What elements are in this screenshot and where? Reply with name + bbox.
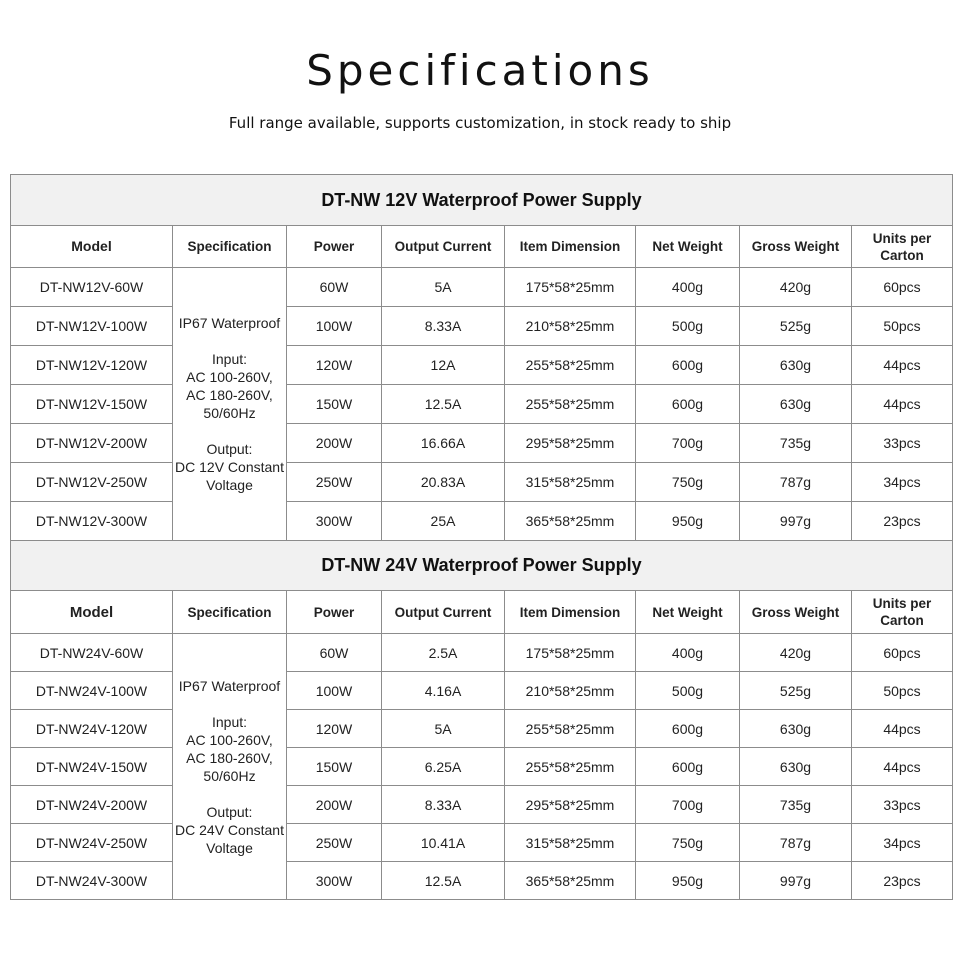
spec-line: Input:	[211, 351, 248, 367]
spec-line: IP67 Waterproof	[178, 315, 281, 331]
output-current-cell: 5A	[382, 710, 505, 748]
units-per-carton-cell: 50pcs	[852, 307, 953, 346]
item-dimension-cell: 210*58*25mm	[505, 672, 636, 710]
table-row	[11, 710, 953, 748]
item-dimension-cell: 255*58*25mm	[505, 748, 636, 786]
output-current-cell: 5A	[382, 268, 505, 307]
units-per-carton-cell: 44pcs	[852, 710, 953, 748]
table-row	[11, 748, 953, 786]
header-output-current: Output Current	[382, 591, 505, 634]
gross-weight-cell: 630g	[740, 748, 852, 786]
units-per-carton-cell: 60pcs	[852, 634, 953, 672]
header-units-per-carton	[852, 591, 953, 634]
net-weight-cell: 950g	[636, 862, 740, 900]
model-cell: DT-NW12V-150W	[11, 385, 173, 424]
output-current-cell: 25A	[382, 502, 505, 541]
units-per-carton-cell: 44pcs	[852, 748, 953, 786]
spec-spacer	[173, 695, 286, 713]
output-current-cell: 8.33A	[382, 307, 505, 346]
net-weight-cell: 700g	[636, 424, 740, 463]
table-row	[11, 424, 953, 463]
model-cell: DT-NW12V-120W	[11, 346, 173, 385]
item-dimension-cell: 295*58*25mm	[505, 424, 636, 463]
header-gross-weight: Gross Weight	[740, 226, 852, 268]
header-power: Power	[287, 226, 382, 268]
item-dimension-cell: 210*58*25mm	[505, 307, 636, 346]
units-per-carton-cell: 44pcs	[852, 346, 953, 385]
spec-spacer	[173, 422, 286, 440]
model-cell: DT-NW12V-200W	[11, 424, 173, 463]
power-cell: 250W	[287, 824, 382, 862]
model-cell: DT-NW24V-200W	[11, 786, 173, 824]
spec-line: Output:	[206, 441, 253, 457]
specification-cell	[173, 268, 287, 541]
output-current-cell: 16.66A	[382, 424, 505, 463]
units-per-carton-cell: 34pcs	[852, 463, 953, 502]
gross-weight-cell: 630g	[740, 710, 852, 748]
output-current-cell: 4.16A	[382, 672, 505, 710]
gross-weight-cell: 630g	[740, 385, 852, 424]
header-units-line: Carton	[880, 247, 924, 263]
output-current-cell: 6.25A	[382, 748, 505, 786]
units-per-carton-cell: 50pcs	[852, 672, 953, 710]
output-current-cell: 10.41A	[382, 824, 505, 862]
header-gross-weight: Gross Weight	[740, 591, 852, 634]
item-dimension-cell: 255*58*25mm	[505, 385, 636, 424]
model-cell: DT-NW12V-60W	[11, 268, 173, 307]
power-cell: 120W	[287, 346, 382, 385]
header-item-dimension: Item Dimension	[505, 591, 636, 634]
table-row	[11, 385, 953, 424]
net-weight-cell: 600g	[636, 748, 740, 786]
item-dimension-cell: 255*58*25mm	[505, 346, 636, 385]
power-cell: 300W	[287, 502, 382, 541]
table-row	[11, 346, 953, 385]
power-cell: 300W	[287, 862, 382, 900]
units-per-carton-cell: 60pcs	[852, 268, 953, 307]
model-cell: DT-NW12V-300W	[11, 502, 173, 541]
spec-spacer	[173, 785, 286, 803]
gross-weight-cell: 735g	[740, 786, 852, 824]
units-per-carton-cell: 34pcs	[852, 824, 953, 862]
power-cell: 150W	[287, 748, 382, 786]
gross-weight-cell: 997g	[740, 862, 852, 900]
net-weight-cell: 950g	[636, 502, 740, 541]
table-row	[11, 268, 953, 307]
model-cell: DT-NW24V-120W	[11, 710, 173, 748]
spec-line: AC 100-260V,	[186, 369, 273, 385]
item-dimension-cell: 175*58*25mm	[505, 268, 636, 307]
model-cell: DT-NW24V-60W	[11, 634, 173, 672]
header-units-line: Units per	[872, 596, 932, 611]
gross-weight-cell: 787g	[740, 463, 852, 502]
table-row	[11, 824, 953, 862]
spec-line: Output:	[206, 803, 253, 820]
model-cell: DT-NW24V-250W	[11, 824, 173, 862]
gross-weight-cell: 525g	[740, 672, 852, 710]
header-model: Model	[11, 226, 173, 268]
power-cell: 200W	[287, 424, 382, 463]
net-weight-cell: 750g	[636, 463, 740, 502]
header-specification: Specification	[173, 591, 287, 634]
spec-line: Voltage	[206, 839, 253, 856]
item-dimension-cell: 315*58*25mm	[505, 463, 636, 502]
item-dimension-cell: 365*58*25mm	[505, 862, 636, 900]
column-header-row	[11, 591, 953, 634]
gross-weight-cell: 997g	[740, 502, 852, 541]
net-weight-cell: 750g	[636, 824, 740, 862]
spec-line: 50/60Hz	[203, 767, 256, 784]
units-per-carton-cell: 23pcs	[852, 502, 953, 541]
power-cell: 200W	[287, 786, 382, 824]
section-title-row	[11, 541, 953, 591]
spec-line: AC 180-260V,	[186, 387, 273, 403]
header-specification: Specification	[173, 226, 287, 268]
units-per-carton-cell: 33pcs	[852, 786, 953, 824]
net-weight-cell: 600g	[636, 385, 740, 424]
net-weight-cell: 500g	[636, 672, 740, 710]
spec-line: DC 24V Constant	[175, 821, 284, 838]
header-power: Power	[287, 591, 382, 634]
item-dimension-cell: 315*58*25mm	[505, 824, 636, 862]
gross-weight-cell: 735g	[740, 424, 852, 463]
power-cell: 60W	[287, 634, 382, 672]
net-weight-cell: 400g	[636, 634, 740, 672]
item-dimension-cell: 365*58*25mm	[505, 502, 636, 541]
output-current-cell: 20.83A	[382, 463, 505, 502]
net-weight-cell: 600g	[636, 346, 740, 385]
output-current-cell: 12.5A	[382, 862, 505, 900]
header-units-line: Units per	[872, 230, 932, 246]
spec-line: Input:	[211, 713, 248, 730]
header-net-weight: Net Weight	[636, 591, 740, 634]
item-dimension-cell: 255*58*25mm	[505, 710, 636, 748]
spec-spacer	[173, 332, 286, 350]
table-row	[11, 307, 953, 346]
power-cell: 250W	[287, 463, 382, 502]
item-dimension-cell: 295*58*25mm	[505, 786, 636, 824]
header-item-dimension: Item Dimension	[505, 226, 636, 268]
gross-weight-cell: 787g	[740, 824, 852, 862]
net-weight-cell: 500g	[636, 307, 740, 346]
table-row	[11, 634, 953, 672]
units-per-carton-cell: 23pcs	[852, 862, 953, 900]
header-net-weight: Net Weight	[636, 226, 740, 268]
power-cell: 150W	[287, 385, 382, 424]
net-weight-cell: 600g	[636, 710, 740, 748]
header-units-line: Carton	[880, 613, 924, 628]
power-cell: 120W	[287, 710, 382, 748]
output-current-cell: 8.33A	[382, 786, 505, 824]
output-current-cell: 2.5A	[382, 634, 505, 672]
spec-line: 50/60Hz	[203, 405, 256, 421]
table-row	[11, 463, 953, 502]
units-per-carton-cell: 44pcs	[852, 385, 953, 424]
spec-line: DC 12V Constant	[175, 459, 284, 475]
item-dimension-cell: 175*58*25mm	[505, 634, 636, 672]
net-weight-cell: 400g	[636, 268, 740, 307]
section-title-row	[11, 175, 953, 226]
net-weight-cell: 700g	[636, 786, 740, 824]
table-row	[11, 502, 953, 541]
model-cell: DT-NW12V-250W	[11, 463, 173, 502]
spec-line: AC 180-260V,	[186, 749, 273, 766]
table-row	[11, 672, 953, 710]
model-cell: DT-NW24V-100W	[11, 672, 173, 710]
gross-weight-cell: 630g	[740, 346, 852, 385]
column-header-row	[11, 226, 953, 268]
gross-weight-cell: 525g	[740, 307, 852, 346]
specification-cell	[173, 634, 287, 900]
table-row	[11, 862, 953, 900]
gross-weight-cell: 420g	[740, 268, 852, 307]
page-title: Specifications	[306, 46, 654, 95]
units-per-carton-cell: 33pcs	[852, 424, 953, 463]
power-cell: 100W	[287, 672, 382, 710]
power-cell: 100W	[287, 307, 382, 346]
spec-line: AC 100-260V,	[186, 731, 273, 748]
output-current-cell: 12A	[382, 346, 505, 385]
model-cell: DT-NW24V-300W	[11, 862, 173, 900]
header-units-per-carton	[852, 226, 953, 268]
table-row	[11, 786, 953, 824]
output-current-cell: 12.5A	[382, 385, 505, 424]
power-cell: 60W	[287, 268, 382, 307]
section-title: DT-NW 12V Waterproof Power Supply	[11, 175, 953, 226]
header-model: Model	[11, 591, 173, 634]
model-cell: DT-NW24V-150W	[11, 748, 173, 786]
section-title: DT-NW 24V Waterproof Power Supply	[11, 541, 953, 591]
spec-line: IP67 Waterproof	[178, 677, 281, 694]
spec-line: Voltage	[206, 477, 253, 493]
model-cell: DT-NW12V-100W	[11, 307, 173, 346]
header-output-current: Output Current	[382, 226, 505, 268]
gross-weight-cell: 420g	[740, 634, 852, 672]
page-subtitle: Full range available, supports customization, in stock ready to ship	[228, 114, 732, 132]
specifications-table	[10, 174, 953, 900]
